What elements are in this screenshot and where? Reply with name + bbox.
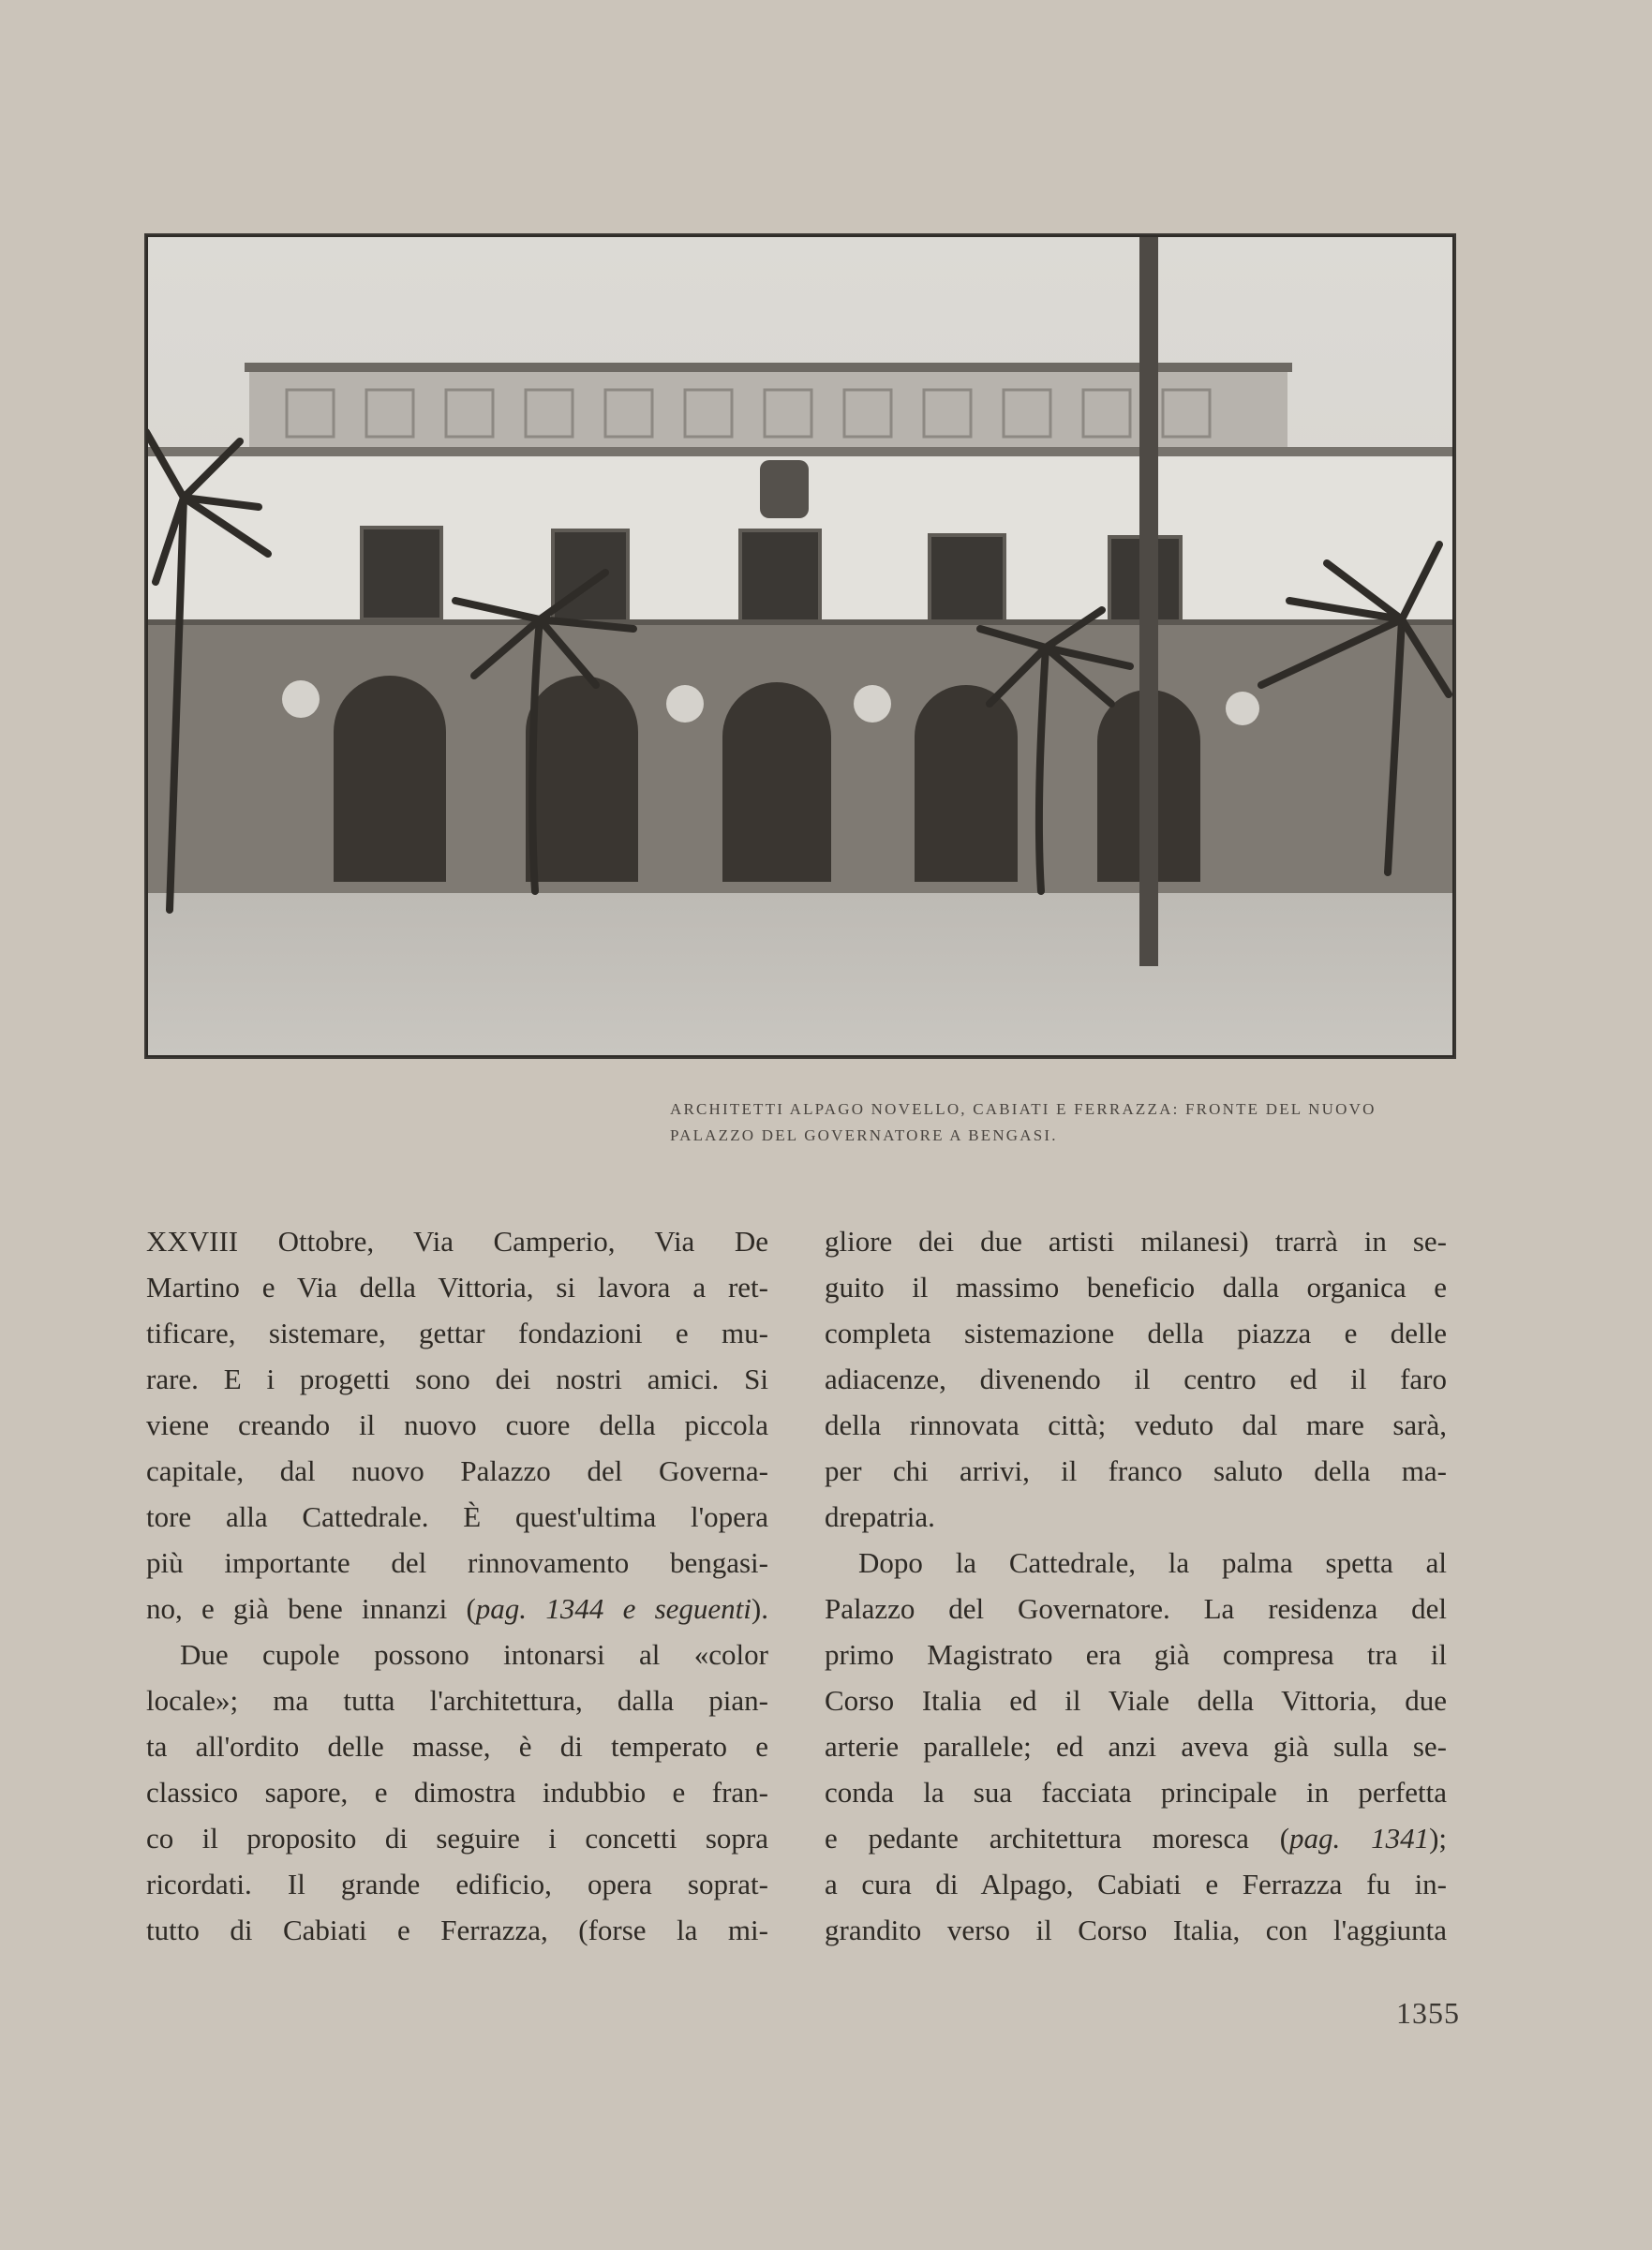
body-line: tificare, sistemare, gettar fondazioni e mu- [146, 1317, 768, 1349]
body-line: ricordati. Il grande edificio, opera soprat- [146, 1868, 768, 1900]
body-line: per chi arrivi, il franco saluto della ma- [825, 1454, 1447, 1487]
body-text: e pedante architettura moresca ( [825, 1822, 1290, 1855]
caption-line-2: PALAZZO DEL GOVERNATORE A BENGASI. [670, 1126, 1058, 1144]
body-line: arterie parallele; ed anzi aveva già sulla se- [825, 1730, 1447, 1763]
body-line: Due cupole possono intonarsi al «color [180, 1638, 768, 1671]
body-line: a cura di Alpago, Cabiati e Ferrazza fu in- [825, 1868, 1447, 1900]
building-photograph [144, 233, 1456, 1059]
body-line: locale»; ma tutta l'architettura, dalla pian- [146, 1684, 768, 1717]
body-line: drepatria. [825, 1500, 935, 1533]
body-line: classico sapore, e dimostra indubbio e fran- [146, 1776, 768, 1809]
body-line: più importante del rinnovamento bengasi- [146, 1546, 768, 1579]
body-line: co il proposito di seguire i concetti sopra [146, 1822, 768, 1855]
photo-caption [670, 1096, 1457, 1149]
body-text: no, e già bene innanzi ( [146, 1592, 476, 1625]
body-line: conda la sua facciata principale in perfetta [825, 1776, 1447, 1809]
body-line: tutto di Cabiati e Ferrazza, (forse la mi- [146, 1914, 768, 1946]
body-line: Palazzo del Governatore. La residenza del [825, 1592, 1447, 1625]
body-line: adiacenze, divenendo il centro ed il faro [825, 1363, 1447, 1395]
text-column-right [825, 1218, 1447, 1953]
body-line: ta all'ordito delle masse, è di temperato e [146, 1730, 768, 1763]
body-line: della rinnovata città; veduto dal mare sarà, [825, 1408, 1447, 1441]
body-text: ); [1429, 1822, 1448, 1855]
body-line: capitale, dal nuovo Palazzo del Governa- [146, 1454, 768, 1487]
body-text: ). [751, 1592, 768, 1625]
body-line-with-reference [146, 1586, 768, 1632]
body-line: guito il massimo beneficio dalla organica e [825, 1271, 1447, 1304]
body-line: Dopo la Cattedrale, la palma spetta al [858, 1546, 1447, 1579]
page-reference: pag. 1341 [1289, 1822, 1430, 1855]
text-column-left [146, 1218, 768, 1953]
palazzo-photo-illustration [146, 235, 1454, 1057]
body-line: completa sistemazione della piazza e delle [825, 1317, 1447, 1349]
body-line: Martino e Via della Vittoria, si lavora a ret- [146, 1271, 768, 1304]
body-line: gliore dei due artisti milanesi) trarrà in se- [825, 1225, 1447, 1258]
body-line: grandito verso il Corso Italia, con l'aggiunta [825, 1914, 1447, 1946]
body-line: XXVIII Ottobre, Via Camperio, Via De [146, 1225, 768, 1258]
body-line: primo Magistrato era già compresa tra il [825, 1638, 1447, 1671]
page-number: 1355 [1396, 1996, 1460, 2030]
caption-line-1: ARCHITETTI ALPAGO NOVELLO, CABIATI E FERRAZZA: FRONTE DEL NUOVO [670, 1100, 1377, 1118]
body-line: rare. E i progetti sono dei nostri amici. Si [146, 1363, 768, 1395]
body-line: Corso Italia ed il Viale della Vittoria, due [825, 1684, 1447, 1717]
body-line: tore alla Cattedrale. È quest'ultima l'opera [146, 1500, 768, 1533]
body-line-with-reference [825, 1815, 1447, 1861]
page-reference: pag. 1344 e seguenti [475, 1592, 752, 1625]
body-line: viene creando il nuovo cuore della piccola [146, 1408, 768, 1441]
